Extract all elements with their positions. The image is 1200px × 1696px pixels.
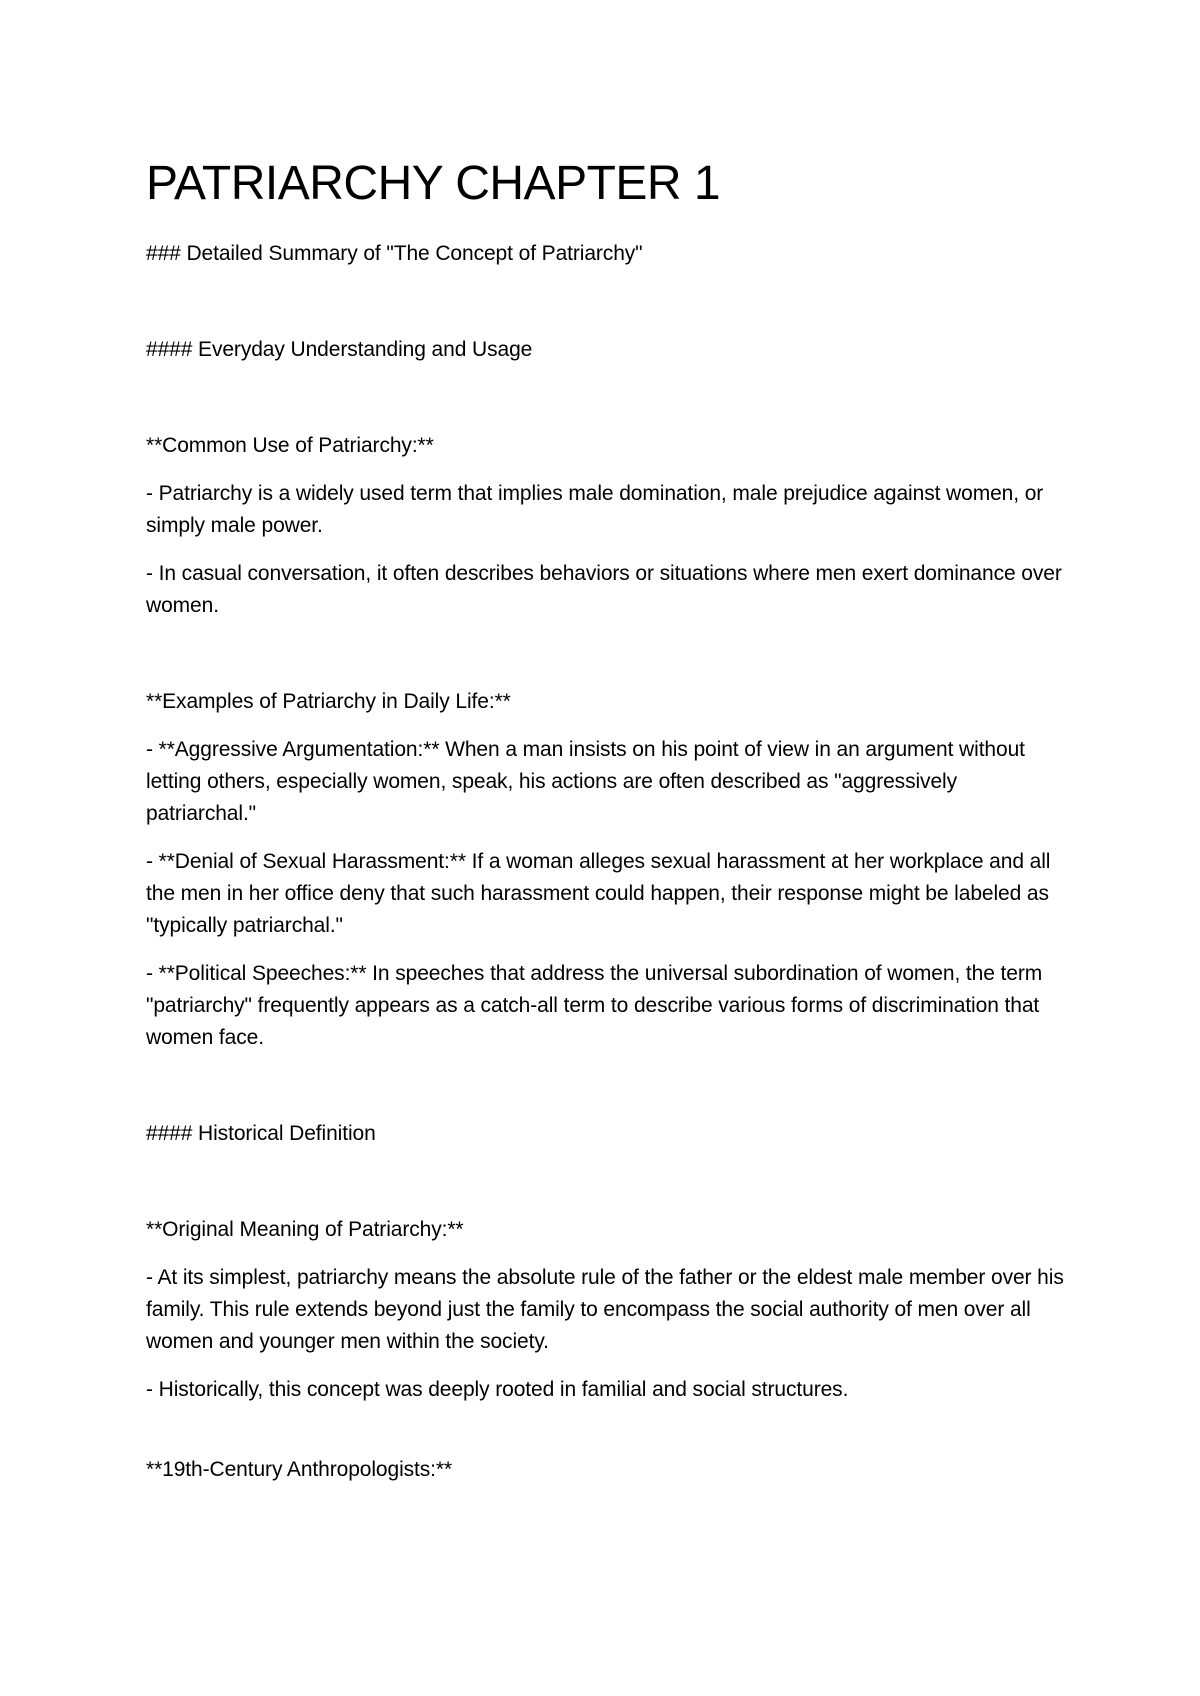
- document-title: PATRIARCHY CHAPTER 1: [146, 157, 721, 210]
- subheading-common-use: **Common Use of Patriarchy:**: [146, 434, 434, 457]
- paragraph: - In casual conversation, it often describes behaviors or situations where men exert dominance over women.: [146, 562, 1062, 617]
- paragraph: - Historically, this concept was deeply rooted in familial and social structures.: [146, 1378, 849, 1401]
- subheading-examples: **Examples of Patriarchy in Daily Life:**: [146, 690, 511, 713]
- paragraph: - **Political Speeches:** In speeches that address the universal subordination of women, the term "patriarchy" frequently appears as a catch-all term to describe various forms of discrimination that women face.: [146, 962, 1043, 1049]
- subheading-original-meaning: **Original Meaning of Patriarchy:**: [146, 1218, 464, 1241]
- section-heading-everyday: #### Everyday Understanding and Usage: [146, 338, 533, 361]
- paragraph: - **Denial of Sexual Harassment:** If a woman alleges sexual harassment at her workplace and all the men in her office deny that such harassment could happen, their response might be labeled as "typically patriarchal.": [146, 850, 1051, 937]
- paragraph: - At its simplest, patriarchy means the absolute rule of the father or the eldest male member over his family. This rule extends beyond just the family to encompass the social authority of men over all women and younger men within the society.: [146, 1266, 1064, 1353]
- paragraph: - Patriarchy is a widely used term that implies male domination, male prejudice against women, or simply male power.: [146, 482, 1044, 537]
- paragraph: - **Aggressive Argumentation:** When a man insists on his point of view in an argument without letting others, especially women, speak, his actions are often described as "aggressively patriarchal.": [146, 738, 1025, 825]
- section-heading-historical: #### Historical Definition: [146, 1122, 376, 1145]
- subheading-anthropologists: **19th-Century Anthropologists:**: [146, 1458, 453, 1481]
- summary-heading: ### Detailed Summary of "The Concept of Patriarchy": [146, 242, 643, 265]
